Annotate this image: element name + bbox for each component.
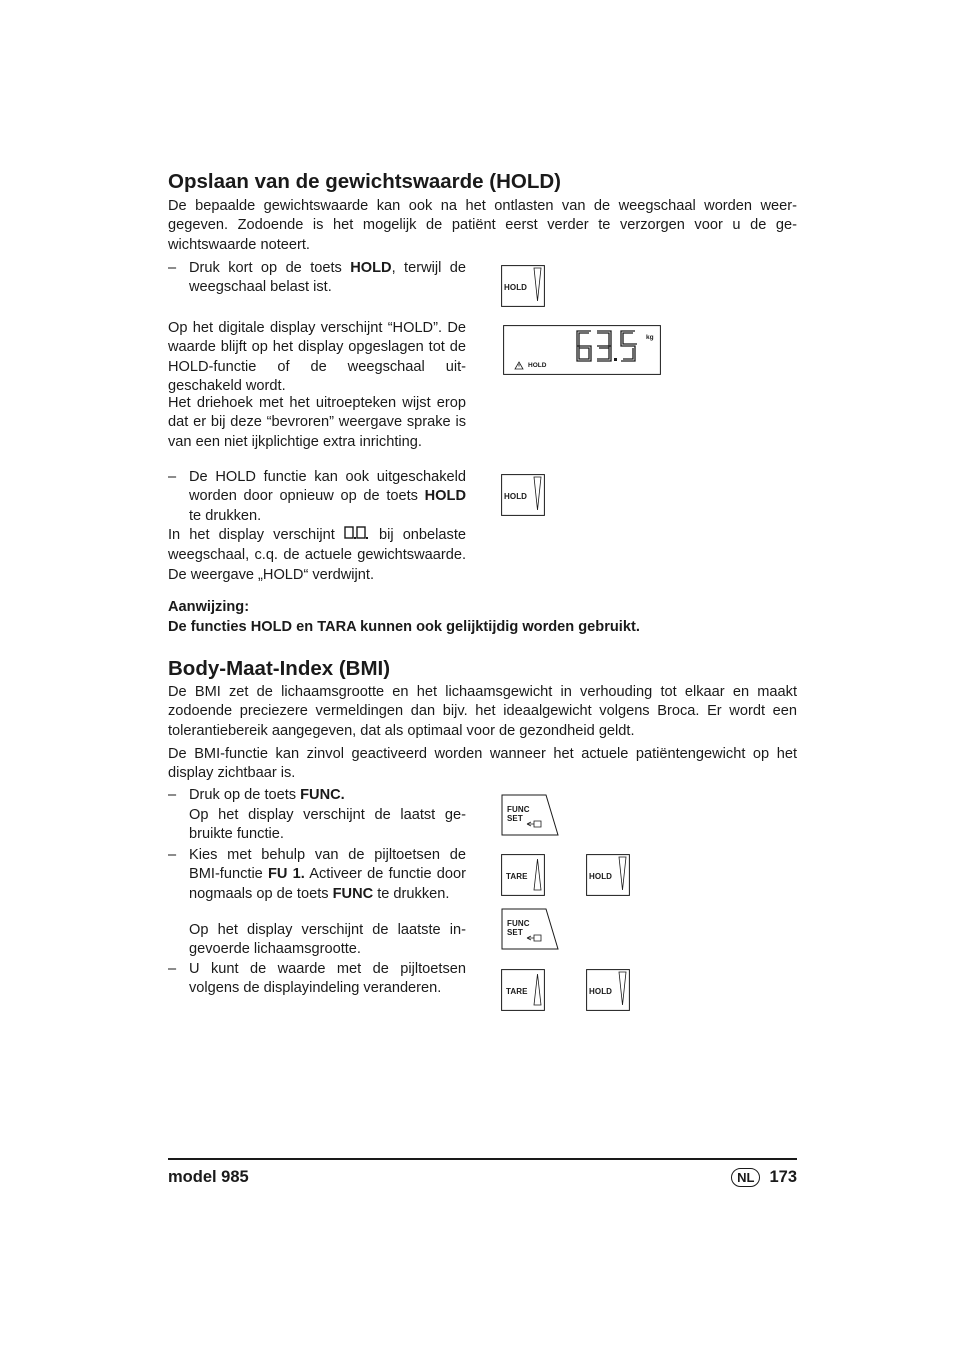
lcd-display (503, 325, 661, 375)
hold-display-paragraph: Op het digitale display verschijnt “HOLD”. De waarde blijft op het display opgeslagen tot de HOLD-functie of de weegschaal uitgeschakeld wordt. (168, 320, 466, 395)
note-label: Aanwijzing: (168, 599, 250, 615)
hold-key-icon: HOLD (586, 969, 630, 1011)
section-title-bmi: Body-Maat-Index (BMI) (168, 657, 391, 680)
hold-key-icon: HOLD (501, 265, 545, 307)
bmi-step-1-sub: Op het display verschijnt de laatst gebruikte functie. (189, 807, 466, 843)
language-badge: NL (731, 1168, 760, 1187)
bmi-step-3: U kunt de waarde met de pijltoetsen volgens de displayindeling veranderen. (189, 961, 466, 997)
hold-intro: De bepaalde gewichtswaarde kan ook na het ontlasten van de weegschaal worden weergegeven. Zodoende is het mogelijk de patiënt eerst verder te verzorgen voor u de gewichtswaarde noteert. (168, 198, 797, 253)
list-dash: – (168, 787, 177, 803)
lcd-unit: kg (646, 334, 654, 341)
hold-step-1: Druk kort op de toets HOLD, terwijl de weegschaal belast ist. (189, 260, 466, 296)
footer-right (731, 1167, 797, 1187)
hold-zero-paragraph: In het display verschijnt bij onbelaste weegschaal, c.q. de actuele gewichtswaarde. De weergave „HOLD“ verdwijnt. (168, 527, 466, 583)
list-dash: – (168, 260, 177, 276)
section-title-hold: Opslaan van de gewichtswaarde (HOLD) (168, 170, 562, 193)
bmi-intro-1: De BMI zet de lichaamsgrootte en het lichaamsgewicht in verhouding tot elkaar en maakt zodoende preciezere vermeldingen dan bijv. het ideaalgewicht volgens Broca. Er wordt een tolerantiebereik aangegeven, dat als optimaal voor de gezondheid geldt. (168, 684, 797, 739)
list-dash: – (168, 961, 177, 977)
bmi-step-2: Kies met behulp van de pijltoetsen de BMI-functie FU 1. Activeer de functie door nogmaals op de toets FUNC te drukken. (189, 847, 466, 902)
lcd-hold-label: HOLD (528, 362, 547, 369)
footer-rule (168, 1158, 797, 1160)
bmi-step-2-sub: Op het display verschijnt de laatste ingevoerde lichaamsgrootte. (189, 922, 466, 958)
list-item (168, 468, 466, 526)
list-dash: – (168, 469, 177, 485)
list-item (168, 960, 466, 999)
hold-triangle-paragraph: Het driehoek met het uitroepteken wijst erop dat er bij deze “bevroren” weergave sprake is van een niet ijkplichtige extra inrichting. (168, 395, 466, 450)
list-item (168, 259, 466, 298)
list-item (168, 846, 466, 904)
hold-key-icon: HOLD (586, 854, 630, 896)
note-text: De functies HOLD en TARA kunnen ook gelijktijdig worden gebruikt. (168, 619, 640, 635)
bmi-intro-2: De BMI-functie kan zinvol geactiveerd worden wanneer het actuele patiëntengewicht op het display zichtbaar is. (168, 746, 797, 782)
footer-model: model 985 (168, 1168, 249, 1186)
hold-key-icon: HOLD (501, 474, 545, 516)
list-item (168, 786, 466, 805)
tare-key-icon: TARE (501, 969, 545, 1011)
bmi-step-1: Druk op de toets FUNC. (189, 787, 345, 803)
list-dash: – (168, 847, 177, 863)
func-set-key-icon: FUNC SET (501, 908, 559, 950)
page-number: 173 (769, 1168, 797, 1186)
hold-step-2: De HOLD functie kan ook uitgeschakeld worden door opnieuw op de toets HOLD te drukken. (189, 469, 466, 524)
zero-display-glyph (344, 526, 370, 546)
func-set-key-icon: FUNC SET (501, 794, 559, 836)
tare-key-icon: TARE (501, 854, 545, 896)
